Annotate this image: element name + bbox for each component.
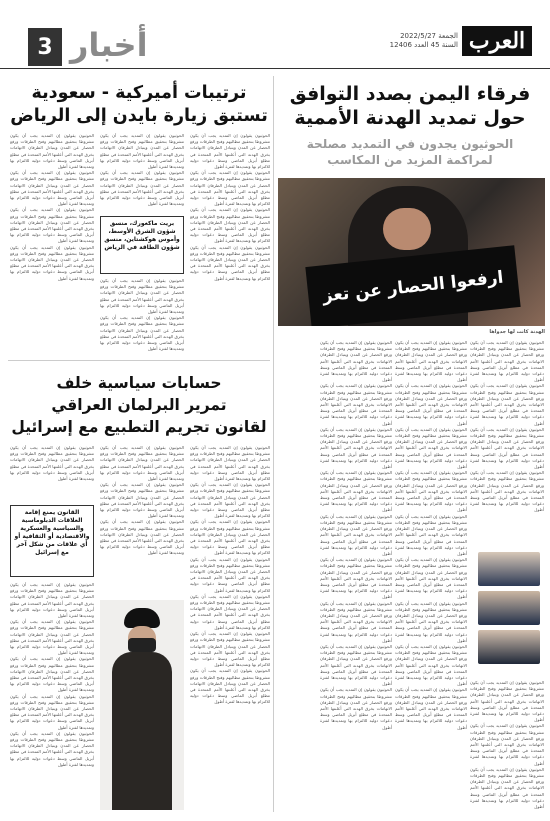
- body-text: الحوثيون يقولون إن التمديد يجب أن يكون مشروطا بتحقيق مطالبهم وفتح الطرقات ورفع الحصار عن المدن ويتبادل الطرفان الاتهامات بخرق الهدنة التي أعلنتها الأمم المتحدة في مطلع أبريل الماضي وسط دعوات دولية للالتزام بها وتمديدها لفترة أطول: [395, 557, 467, 600]
- body-text: الحوثيون يقولون إن التمديد يجب أن يكون مشروطا بتحقيق مطالبهم وفتح الطرقات ورفع الحصار عن المدن ويتبادل الطرفان الاتهامات بخرق الهدنة التي أعلنتها الأمم المتحدة في مطلع أبريل الماضي وسط دعوات دولية للالتزام بها وتمديدها لفترة أطول: [395, 383, 467, 426]
- body-text: الحوثيون يقولون إن التمديد يجب أن يكون مشروطا بتحقيق مطالبهم وفتح الطرقات ورفع الحصار عن المدن ويتبادل الطرفان الاتهامات بخرق الهدنة التي أعلنتها الأمم المتحدة في مطلع أبريل الماضي وسط دعوات دولية للالتزام بها وتمديدها لفترة أطول: [395, 340, 467, 383]
- iraq-pull-quote: القانون يمنع إقامة العلاقات الدبلوماسية والسياسية والعسكرية والاقتصادية أو الثقافية أو أي علاقات من شكل آخر مع إسرائيل: [10, 505, 94, 577]
- body-text: الحوثيون يقولون إن التمديد يجب أن يكون مشروطا بتحقيق مطالبهم وفتح الطرقات ورفع الحصار عن المدن ويتبادل الطرفان الاتهامات بخرق الهدنة التي أعلنتها الأمم المتحدة في مطلع أبريل الماضي وسط دعوات دولية للالتزام بها وتمديدها لفترة أطول: [190, 133, 270, 170]
- iraq-headline-line-3: لقانون تجريم التطبيع مع إسرائيل: [11, 418, 267, 436]
- body-text: الحوثيون يقولون إن التمديد يجب أن يكون مشروطا بتحقيق مطالبهم وفتح الطرقات ورفع الحصار عن المدن ويتبادل الطرفان الاتهامات بخرق الهدنة التي أعلنتها الأمم المتحدة في مطلع أبريل الماضي وسط دعوات دولية للالتزام بها وتمديدها لفترة أطول: [190, 445, 270, 482]
- body-text: الحوثيون يقولون إن التمديد يجب أن يكون مشروطا بتحقيق مطالبهم وفتح الطرقات ورفع الحصار عن المدن ويتبادل الطرفان الاتهامات بخرق الهدنة التي أعلنتها الأمم المتحدة في مطلع أبريل الماضي وسط دعوات دولية للالتزام بها وتمديدها لفترة أطول: [100, 519, 184, 556]
- body-text: الحوثيون يقولون إن التمديد يجب أن يكون مشروطا بتحقيق مطالبهم وفتح الطرقات ورفع الحصار عن المدن ويتبادل الطرفان الاتهامات بخرق الهدنة التي أعلنتها الأمم المتحدة في مطلع أبريل الماضي وسط دعوات دولية للالتزام بها وتمديدها لفترة أطول: [10, 244, 94, 281]
- iraq-headline-line-2: تمرير البرلمان العراقي: [51, 396, 227, 414]
- issue-number: السنة 45 العدد 12406: [389, 41, 458, 49]
- body-text: الحوثيون يقولون إن التمديد يجب أن يكون مشروطا بتحقيق مطالبهم وفتح الطرقات ورفع الحصار عن المدن ويتبادل الطرفان الاتهامات بخرق الهدنة التي أعلنتها الأمم المتحدة في مطلع أبريل الماضي وسط دعوات دولية للالتزام بها وتمديدها لفترة أطول: [190, 593, 270, 630]
- iraq-photo: [100, 600, 184, 810]
- author-portraits: [478, 552, 540, 672]
- us-saudi-body-col-1: [190, 133, 270, 353]
- newspaper-logo: العرب: [462, 26, 532, 56]
- protest-sign: [305, 245, 520, 326]
- body-text: الحوثيون يقولون إن التمديد يجب أن يكون مشروطا بتحقيق مطالبهم وفتح الطرقات ورفع الحصار عن المدن ويتبادل الطرفان الاتهامات بخرق الهدنة التي أعلنتها الأمم المتحدة في مطلع أبريل الماضي وسط دعوات دولية للالتزام بها وتمديدها لفترة أطول: [470, 470, 544, 513]
- iraq-headline: [8, 372, 270, 438]
- yemen-subheadline: [275, 136, 545, 168]
- body-text: الحوثيون يقولون إن التمديد يجب أن يكون مشروطا بتحقيق مطالبهم وفتح الطرقات ورفع الحصار عن المدن ويتبادل الطرفان الاتهامات بخرق الهدنة التي أعلنتها الأمم المتحدة في مطلع أبريل الماضي وسط دعوات دولية للالتزام بها وتمديدها لفترة أطول: [100, 315, 184, 352]
- body-text: الحوثيون يقولون إن التمديد يجب أن يكون مشروطا بتحقيق مطالبهم وفتح الطرقات ورفع الحصار عن المدن ويتبادل الطرفان الاتهامات بخرق الهدنة التي أعلنتها الأمم المتحدة في مطلع أبريل الماضي وسط دعوات دولية للالتزام بها وتمديدها لفترة أطول: [395, 600, 467, 643]
- yemen-photo: [278, 178, 545, 326]
- yemen-subheadline-line-2: لمراكمة المزيد من المكاسب: [327, 153, 493, 167]
- yemen-body-col-1b: [470, 680, 544, 810]
- body-text: الحوثيون يقولون إن التمديد يجب أن يكون مشروطا بتحقيق مطالبهم وفتح الطرقات ورفع الحصار عن المدن ويتبادل الطرفان الاتهامات بخرق الهدنة التي أعلنتها الأمم المتحدة في مطلع أبريل الماضي وسط دعوات دولية للالتزام بها وتمديدها لفترة أطول: [320, 687, 392, 730]
- body-text: الحوثيون يقولون إن التمديد يجب أن يكون مشروطا بتحقيق مطالبهم وفتح الطرقات ورفع الحصار عن المدن ويتبادل الطرفان الاتهامات بخرق الهدنة التي أعلنتها الأمم المتحدة في مطلع أبريل الماضي وسط دعوات دولية للالتزام بها وتمديدها لفترة أطول: [190, 556, 270, 593]
- body-text: الحوثيون يقولون إن التمديد يجب أن يكون مشروطا بتحقيق مطالبهم وفتح الطرقات ورفع الحصار عن المدن ويتبادل الطرفان الاتهامات بخرق الهدنة التي أعلنتها الأمم المتحدة في مطلع أبريل الماضي وسط دعوات دولية للالتزام بها وتمديدها لفترة أطول: [395, 470, 467, 513]
- body-text: الحوثيون يقولون إن التمديد يجب أن يكون مشروطا بتحقيق مطالبهم وفتح الطرقات ورفع الحصار عن المدن ويتبادل الطرفان الاتهامات بخرق الهدنة التي أعلنتها الأمم المتحدة في مطلع أبريل الماضي وسط دعوات دولية للالتزام بها وتمديدها لفترة أطول: [10, 619, 94, 656]
- body-text: الحوثيون يقولون إن التمديد يجب أن يكون مشروطا بتحقيق مطالبهم وفتح الطرقات ورفع الحصار عن المدن ويتبادل الطرفان الاتهامات بخرق الهدنة التي أعلنتها الأمم المتحدة في مطلع أبريل الماضي وسط دعوات دولية للالتزام بها وتمديدها لفترة أطول: [395, 643, 467, 687]
- yemen-body-col-3: [320, 340, 392, 810]
- body-text: الحوثيون يقولون إن التمديد يجب أن يكون مشروطا بتحقيق مطالبهم وفتح الطرقات ورفع الحصار عن المدن ويتبادل الطرفان الاتهامات بخرق الهدنة التي أعلنتها الأمم المتحدة في مطلع أبريل الماضي وسط دعوات دولية للالتزام بها وتمديدها لفترة أطول: [190, 170, 270, 207]
- section-title: أخبار: [70, 26, 148, 64]
- body-text: الحوثيون يقولون إن التمديد يجب أن يكون مشروطا بتحقيق مطالبهم وفتح الطرقات ورفع الحصار عن المدن ويتبادل الطرفان الاتهامات بخرق الهدنة التي أعلنتها الأمم المتحدة في مطلع أبريل الماضي وسط دعوات دولية للالتزام بها وتمديدها لفترة أطول: [470, 426, 544, 470]
- section-divider: [8, 360, 270, 361]
- protester-face: [383, 208, 431, 250]
- iraq-body-col-2: [100, 445, 184, 595]
- iraq-body-col-3: [10, 445, 94, 500]
- us-saudi-headline-line-1: ترتيبات أميركية - سعودية: [31, 83, 247, 103]
- body-text: الحوثيون يقولون إن التمديد يجب أن يكون مشروطا بتحقيق مطالبهم وفتح الطرقات ورفع الحصار عن المدن ويتبادل الطرفان الاتهامات بخرق الهدنة التي أعلنتها الأمم المتحدة في مطلع أبريل الماضي وسط دعوات دولية للالتزام بها وتمديدها لفترة أطول: [190, 668, 270, 705]
- issue-info: [368, 32, 458, 50]
- cleric-turban: [124, 608, 160, 628]
- body-text: الحوثيون يقولون إن التمديد يجب أن يكون مشروطا بتحقيق مطالبهم وفتح الطرقات ورفع الحصار عن المدن ويتبادل الطرفان الاتهامات بخرق الهدنة التي أعلنتها الأمم المتحدة في مطلع أبريل الماضي وسط دعوات دولية للالتزام بها وتمديدها لفترة أطول: [320, 340, 392, 383]
- body-text: الحوثيون يقولون إن التمديد يجب أن يكون مشروطا بتحقيق مطالبهم وفتح الطرقات ورفع الحصار عن المدن ويتبادل الطرفان الاتهامات بخرق الهدنة التي أعلنتها الأمم المتحدة في مطلع أبريل الماضي وسط دعوات دولية للالتزام بها وتمديدها لفترة أطول: [320, 513, 392, 556]
- body-text: الحوثيون يقولون إن التمديد يجب أن يكون مشروطا بتحقيق مطالبهم وفتح الطرقات ورفع الحصار عن المدن ويتبادل الطرفان الاتهامات بخرق الهدنة التي أعلنتها الأمم المتحدة في مطلع أبريل الماضي وسط دعوات دولية للالتزام بها وتمديدها لفترة أطول: [395, 513, 467, 556]
- yemen-headline-line-1: فرقاء اليمن بصدد التوافق: [289, 83, 531, 105]
- body-text: الحوثيون يقولون إن التمديد يجب أن يكون مشروطا بتحقيق مطالبهم وفتح الطرقات ورفع الحصار عن المدن ويتبادل الطرفان الاتهامات بخرق الهدنة التي أعلنتها الأمم المتحدة في مطلع أبريل الماضي وسط دعوات دولية للالتزام بها وتمديدها لفترة أطول: [100, 482, 184, 519]
- body-text: الحوثيون يقولون إن التمديد يجب أن يكون مشروطا بتحقيق مطالبهم وفتح الطرقات ورفع الحصار عن المدن ويتبادل الطرفان الاتهامات بخرق الهدنة التي أعلنتها الأمم المتحدة في مطلع أبريل الماضي وسط دعوات دولية للالتزام بها وتمديدها لفترة أطول: [190, 631, 270, 668]
- body-text: الحوثيون يقولون إن التمديد يجب أن يكون مشروطا بتحقيق مطالبهم وفتح الطرقات ورفع الحصار عن المدن ويتبادل الطرفان الاتهامات بخرق الهدنة التي أعلنتها الأمم المتحدة في مطلع أبريل الماضي وسط دعوات دولية للالتزام بها وتمديدها لفترة أطول: [470, 723, 544, 766]
- author-photo-1: [478, 552, 540, 586]
- body-text: الحوثيون يقولون إن التمديد يجب أن يكون مشروطا بتحقيق مطالبهم وفتح الطرقات ورفع الحصار عن المدن ويتبادل الطرفان الاتهامات بخرق الهدنة التي أعلنتها الأمم المتحدة في مطلع أبريل الماضي وسط دعوات دولية للالتزام بها وتمديدها لفترة أطول: [10, 693, 94, 730]
- body-text: الحوثيون يقولون إن التمديد يجب أن يكون مشروطا بتحقيق مطالبهم وفتح الطرقات ورفع الحصار عن المدن ويتبادل الطرفان الاتهامات بخرق الهدنة التي أعلنتها الأمم المتحدة في مطلع أبريل الماضي وسط دعوات دولية للالتزام بها وتمديدها لفترة أطول: [395, 687, 467, 730]
- us-saudi-body-col-2b: [100, 278, 184, 353]
- us-saudi-pull-quote: بريت ماكغورك، منسق شؤون الشرق الأوسط، وأموس هوكشتاين، منسق شؤون الطاقة في الرياض: [100, 216, 184, 274]
- protest-sign-text: ارفعوا الحصار عن تعز: [321, 267, 505, 307]
- body-text: الحوثيون يقولون إن التمديد يجب أن يكون مشروطا بتحقيق مطالبهم وفتح الطرقات ورفع الحصار عن المدن ويتبادل الطرفان الاتهامات بخرق الهدنة التي أعلنتها الأمم المتحدة في مطلع أبريل الماضي وسط دعوات دولية للالتزام بها وتمديدها لفترة أطول: [100, 170, 184, 207]
- us-saudi-body-col-2: [100, 133, 184, 213]
- us-saudi-body-col-3: [10, 133, 94, 353]
- body-text: الحوثيون يقولون إن التمديد يجب أن يكون مشروطا بتحقيق مطالبهم وفتح الطرقات ورفع الحصار عن المدن ويتبادل الطرفان الاتهامات بخرق الهدنة التي أعلنتها الأمم المتحدة في مطلع أبريل الماضي وسط دعوات دولية للالتزام بها وتمديدها لفترة أطول: [10, 582, 94, 619]
- yemen-body-col-2: [395, 340, 467, 810]
- yemen-subheadline-line-1: الحوثيون يجدون في التمديد مصلحة: [306, 137, 514, 151]
- column-divider: [273, 76, 274, 812]
- body-text: الحوثيون يقولون إن التمديد يجب أن يكون مشروطا بتحقيق مطالبهم وفتح الطرقات ورفع الحصار عن المدن ويتبادل الطرفان الاتهامات بخرق الهدنة التي أعلنتها الأمم المتحدة في مطلع أبريل الماضي وسط دعوات دولية للالتزام بها وتمديدها لفترة أطول: [190, 244, 270, 281]
- cleric-robe: [112, 652, 172, 810]
- author-photo-2: [478, 591, 540, 625]
- body-text: الحوثيون يقولون إن التمديد يجب أن يكون مشروطا بتحقيق مطالبهم وفتح الطرقات ورفع الحصار عن المدن ويتبادل الطرفان الاتهامات بخرق الهدنة التي أعلنتها الأمم المتحدة في مطلع أبريل الماضي وسط دعوات دولية للالتزام بها وتمديدها لفترة أطول: [100, 278, 184, 315]
- yemen-headline-line-2: حول تمديد الهدنة الأممية: [294, 107, 526, 129]
- yemen-headline: [275, 82, 545, 130]
- masthead: [0, 0, 550, 69]
- us-saudi-headline: [8, 82, 270, 128]
- body-text: الحوثيون يقولون إن التمديد يجب أن يكون مشروطا بتحقيق مطالبهم وفتح الطرقات ورفع الحصار عن المدن ويتبادل الطرفان الاتهامات بخرق الهدنة التي أعلنتها الأمم المتحدة في مطلع أبريل الماضي وسط دعوات دولية للالتزام بها وتمديدها لفترة أطول: [470, 680, 544, 723]
- body-text: الحوثيون يقولون إن التمديد يجب أن يكون مشروطا بتحقيق مطالبهم وفتح الطرقات ورفع الحصار عن المدن ويتبادل الطرفان الاتهامات بخرق الهدنة التي أعلنتها الأمم المتحدة في مطلع أبريل الماضي وسط دعوات دولية للالتزام بها وتمديدها لفترة أطول: [470, 340, 544, 383]
- body-text: الحوثيون يقولون إن التمديد يجب أن يكون مشروطا بتحقيق مطالبهم وفتح الطرقات ورفع الحصار عن المدن ويتبادل الطرفان الاتهامات بخرق الهدنة التي أعلنتها الأمم المتحدة في مطلع أبريل الماضي وسط دعوات دولية للالتزام بها وتمديدها لفترة أطول: [190, 207, 270, 244]
- body-text: الحوثيون يقولون إن التمديد يجب أن يكون مشروطا بتحقيق مطالبهم وفتح الطرقات ورفع الحصار عن المدن ويتبادل الطرفان الاتهامات بخرق الهدنة التي أعلنتها الأمم المتحدة في مطلع أبريل الماضي وسط دعوات دولية للالتزام بها وتمديدها لفترة أطول: [320, 470, 392, 513]
- body-text: الحوثيون يقولون إن التمديد يجب أن يكون مشروطا بتحقيق مطالبهم وفتح الطرقات ورفع الحصار عن المدن ويتبادل الطرفان الاتهامات بخرق الهدنة التي أعلنتها الأمم المتحدة في مطلع أبريل الماضي وسط دعوات دولية للالتزام بها وتمديدها لفترة أطول: [100, 445, 184, 482]
- iraq-body-col-3b: [10, 582, 94, 810]
- yemen-photo-caption: الهدنة كانت لها جدواها: [489, 329, 545, 335]
- yemen-body-col-1: [470, 340, 544, 545]
- body-text: الحوثيون يقولون إن التمديد يجب أن يكون مشروطا بتحقيق مطالبهم وفتح الطرقات ورفع الحصار عن المدن ويتبادل الطرفان الاتهامات بخرق الهدنة التي أعلنتها الأمم المتحدة في مطلع أبريل الماضي وسط دعوات دولية للالتزام بها وتمديدها لفترة أطول: [10, 207, 94, 244]
- author-photo-3: [478, 630, 540, 664]
- body-text: الحوثيون يقولون إن التمديد يجب أن يكون مشروطا بتحقيق مطالبهم وفتح الطرقات ورفع الحصار عن المدن ويتبادل الطرفان الاتهامات بخرق الهدنة التي أعلنتها الأمم المتحدة في مطلع أبريل الماضي وسط دعوات دولية للالتزام بها وتمديدها لفترة أطول: [320, 600, 392, 643]
- body-text: الحوثيون يقولون إن التمديد يجب أن يكون مشروطا بتحقيق مطالبهم وفتح الطرقات ورفع الحصار عن المدن ويتبادل الطرفان الاتهامات بخرق الهدنة التي أعلنتها الأمم المتحدة في مطلع أبريل الماضي وسط دعوات دولية للالتزام بها وتمديدها لفترة أطول: [320, 426, 392, 470]
- iraq-body-col-1: [190, 445, 270, 810]
- body-text: الحوثيون يقولون إن التمديد يجب أن يكون مشروطا بتحقيق مطالبهم وفتح الطرقات ورفع الحصار عن المدن ويتبادل الطرفان الاتهامات بخرق الهدنة التي أعلنتها الأمم المتحدة في مطلع أبريل الماضي وسط دعوات دولية للالتزام بها وتمديدها لفترة أطول: [190, 519, 270, 556]
- body-text: الحوثيون يقولون إن التمديد يجب أن يكون مشروطا بتحقيق مطالبهم وفتح الطرقات ورفع الحصار عن المدن ويتبادل الطرفان الاتهامات بخرق الهدنة التي أعلنتها الأمم المتحدة في مطلع أبريل الماضي وسط دعوات دولية للالتزام بها وتمديدها لفترة أطول: [320, 557, 392, 600]
- body-text: الحوثيون يقولون إن التمديد يجب أن يكون مشروطا بتحقيق مطالبهم وفتح الطرقات ورفع الحصار عن المدن ويتبادل الطرفان الاتهامات بخرق الهدنة التي أعلنتها الأمم المتحدة في مطلع أبريل الماضي وسط دعوات دولية للالتزام بها وتمديدها لفترة أطول: [470, 383, 544, 426]
- body-text: الحوثيون يقولون إن التمديد يجب أن يكون مشروطا بتحقيق مطالبهم وفتح الطرقات ورفع الحصار عن المدن ويتبادل الطرفان الاتهامات بخرق الهدنة التي أعلنتها الأمم المتحدة في مطلع أبريل الماضي وسط دعوات دولية للالتزام بها وتمديدها لفترة أطول: [10, 730, 94, 767]
- body-text: الحوثيون يقولون إن التمديد يجب أن يكون مشروطا بتحقيق مطالبهم وفتح الطرقات ورفع الحصار عن المدن ويتبادل الطرفان الاتهامات بخرق الهدنة التي أعلنتها الأمم المتحدة في مطلع أبريل الماضي وسط دعوات دولية للالتزام بها وتمديدها لفترة أطول: [395, 426, 467, 470]
- body-text: الحوثيون يقولون إن التمديد يجب أن يكون مشروطا بتحقيق مطالبهم وفتح الطرقات ورفع الحصار عن المدن ويتبادل الطرفان الاتهامات بخرق الهدنة التي أعلنتها الأمم المتحدة في مطلع أبريل الماضي وسط دعوات دولية للالتزام بها وتمديدها لفترة أطول: [100, 133, 184, 170]
- iraq-headline-line-1: حسابات سياسية خلف: [56, 374, 222, 392]
- body-text: الحوثيون يقولون إن التمديد يجب أن يكون مشروطا بتحقيق مطالبهم وفتح الطرقات ورفع الحصار عن المدن ويتبادل الطرفان الاتهامات بخرق الهدنة التي أعلنتها الأمم المتحدة في مطلع أبريل الماضي وسط دعوات دولية للالتزام بها وتمديدها لفترة أطول: [10, 445, 94, 482]
- us-saudi-headline-line-2: تستبق زيارة بايدن إلى الرياض: [10, 106, 268, 126]
- body-text: الحوثيون يقولون إن التمديد يجب أن يكون مشروطا بتحقيق مطالبهم وفتح الطرقات ورفع الحصار عن المدن ويتبادل الطرفان الاتهامات بخرق الهدنة التي أعلنتها الأمم المتحدة في مطلع أبريل الماضي وسط دعوات دولية للالتزام بها وتمديدها لفترة أطول: [320, 383, 392, 426]
- cleric-mask: [128, 638, 156, 652]
- body-text: الحوثيون يقولون إن التمديد يجب أن يكون مشروطا بتحقيق مطالبهم وفتح الطرقات ورفع الحصار عن المدن ويتبادل الطرفان الاتهامات بخرق الهدنة التي أعلنتها الأمم المتحدة في مطلع أبريل الماضي وسط دعوات دولية للالتزام بها وتمديدها لفترة أطول: [10, 133, 94, 170]
- issue-date: الجمعة 2022/5/27: [400, 32, 458, 40]
- body-text: الحوثيون يقولون إن التمديد يجب أن يكون مشروطا بتحقيق مطالبهم وفتح الطرقات ورفع الحصار عن المدن ويتبادل الطرفان الاتهامات بخرق الهدنة التي أعلنتها الأمم المتحدة في مطلع أبريل الماضي وسط دعوات دولية للالتزام بها وتمديدها لفترة أطول: [470, 766, 544, 810]
- body-text: الحوثيون يقولون إن التمديد يجب أن يكون مشروطا بتحقيق مطالبهم وفتح الطرقات ورفع الحصار عن المدن ويتبادل الطرفان الاتهامات بخرق الهدنة التي أعلنتها الأمم المتحدة في مطلع أبريل الماضي وسط دعوات دولية للالتزام بها وتمديدها لفترة أطول: [10, 656, 94, 693]
- body-text: الحوثيون يقولون إن التمديد يجب أن يكون مشروطا بتحقيق مطالبهم وفتح الطرقات ورفع الحصار عن المدن ويتبادل الطرفان الاتهامات بخرق الهدنة التي أعلنتها الأمم المتحدة في مطلع أبريل الماضي وسط دعوات دولية للالتزام بها وتمديدها لفترة أطول: [10, 170, 94, 207]
- page-number: 3: [28, 28, 62, 66]
- body-text: الحوثيون يقولون إن التمديد يجب أن يكون مشروطا بتحقيق مطالبهم وفتح الطرقات ورفع الحصار عن المدن ويتبادل الطرفان الاتهامات بخرق الهدنة التي أعلنتها الأمم المتحدة في مطلع أبريل الماضي وسط دعوات دولية للالتزام بها وتمديدها لفترة أطول: [320, 643, 392, 687]
- body-text: الحوثيون يقولون إن التمديد يجب أن يكون مشروطا بتحقيق مطالبهم وفتح الطرقات ورفع الحصار عن المدن ويتبادل الطرفان الاتهامات بخرق الهدنة التي أعلنتها الأمم المتحدة في مطلع أبريل الماضي وسط دعوات دولية للالتزام بها وتمديدها لفترة أطول: [190, 482, 270, 519]
